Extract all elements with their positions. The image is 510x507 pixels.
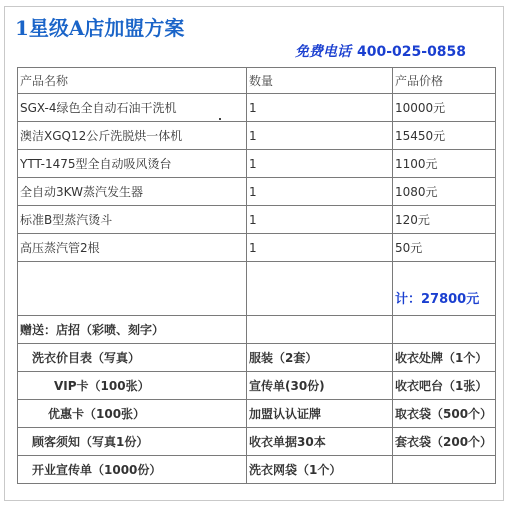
total-cell xyxy=(393,262,496,316)
gift-item: VIP卡（100张） xyxy=(18,372,247,400)
product-qty: 1 xyxy=(247,178,393,206)
product-qty: 1 xyxy=(247,122,393,150)
gift-item: 套衣袋（200个） xyxy=(393,428,496,456)
gift-row xyxy=(18,456,496,484)
product-name: 全自动3KW蒸汽发生器 xyxy=(18,178,247,206)
gift-row xyxy=(18,372,496,400)
gift-item: 加盟认认证牌 xyxy=(247,400,393,428)
hotline-label: 免费电话 xyxy=(295,44,351,60)
gift-item xyxy=(393,456,496,484)
total-empty-cell xyxy=(18,262,247,316)
product-name: SGX-4绿色全自动石油干洗机 xyxy=(18,94,247,122)
gift-empty-cell xyxy=(393,316,496,344)
gift-item: 开业宣传单（1000份） xyxy=(18,456,247,484)
table-row xyxy=(18,122,496,150)
product-price: 50元 xyxy=(393,234,496,262)
product-price: 1100元 xyxy=(393,150,496,178)
table-row xyxy=(18,206,496,234)
product-price: 10000元 xyxy=(393,94,496,122)
total-empty-cell xyxy=(247,262,393,316)
gift-item: 收衣单据30本 xyxy=(247,428,393,456)
page-title: 1星级A店加盟方案 xyxy=(15,16,185,40)
product-qty: 1 xyxy=(247,150,393,178)
total-row xyxy=(18,262,496,316)
header-product-name: 产品名称 xyxy=(18,68,247,94)
gift-item: 宣传单(30份) xyxy=(247,372,393,400)
product-name: 高压蒸汽管2根 xyxy=(18,234,247,262)
product-qty: 1 xyxy=(247,234,393,262)
product-name: 澳洁XGQ12公斤洗脱烘一体机 xyxy=(18,122,247,150)
stray-dot xyxy=(219,118,221,120)
table-row xyxy=(18,178,496,206)
gift-row xyxy=(18,428,496,456)
product-name: YTT-1475型全自动吸风烫台 xyxy=(18,150,247,178)
table-row xyxy=(18,234,496,262)
gift-item: 洗衣价目表（写真） xyxy=(18,344,247,372)
product-qty: 1 xyxy=(247,94,393,122)
hotline-number: 400-025-0858 xyxy=(357,44,467,60)
total-price: 计：27800元 xyxy=(395,292,480,307)
product-price: 1080元 xyxy=(393,178,496,206)
header-quantity: 数量 xyxy=(247,68,393,94)
product-price: 120元 xyxy=(393,206,496,234)
gift-row xyxy=(18,400,496,428)
gift-row xyxy=(18,344,496,372)
product-name: 标准B型蒸汽烫斗 xyxy=(18,206,247,234)
table-row xyxy=(18,94,496,122)
table-header-row xyxy=(18,68,496,94)
product-price: 15450元 xyxy=(393,122,496,150)
package-table xyxy=(17,67,496,484)
gift-item: 优惠卡（100张） xyxy=(18,400,247,428)
table-row xyxy=(18,150,496,178)
gift-item: 服装（2套） xyxy=(247,344,393,372)
header-price: 产品价格 xyxy=(393,68,496,94)
product-qty: 1 xyxy=(247,206,393,234)
gift-heading-row xyxy=(18,316,496,344)
gift-item: 顾客须知（写真1份） xyxy=(18,428,247,456)
gift-item: 洗衣网袋（1个） xyxy=(247,456,393,484)
hotline xyxy=(295,41,466,61)
gift-empty-cell xyxy=(247,316,393,344)
gift-heading: 赠送：店招（彩喷、刻字） xyxy=(18,316,247,344)
gift-item: 收衣处牌（1个） xyxy=(393,344,496,372)
gift-item: 取衣袋（500个） xyxy=(393,400,496,428)
gift-item: 收衣吧台（1张） xyxy=(393,372,496,400)
